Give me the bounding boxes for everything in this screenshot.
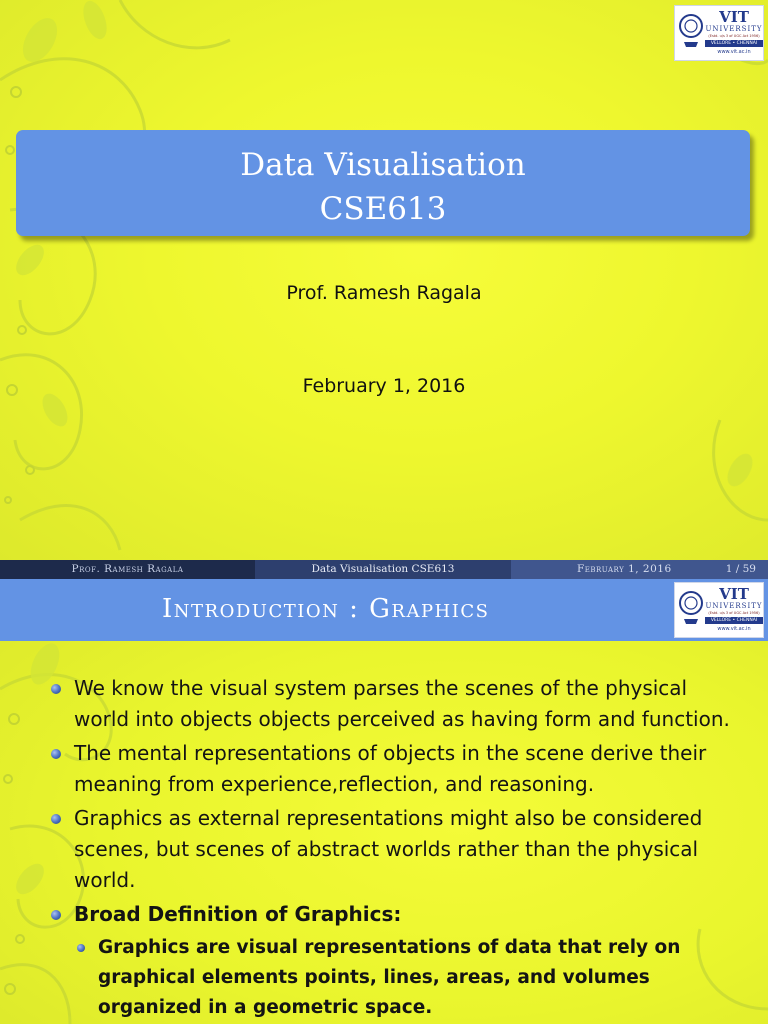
footer-title-text: Data Visualisation: [311, 563, 409, 575]
vit-logo: [674, 5, 764, 61]
logo-brand: VIT: [719, 585, 749, 603]
presentation-title: Data Visualisation: [240, 147, 526, 183]
author: Prof. Ramesh Ragala: [286, 282, 482, 304]
sub-bullet-item: [48, 933, 748, 1023]
logo-campus: VELLORE • CHENNAI: [705, 40, 763, 47]
bullet-heading-text: Broad Definition of Graphics:: [74, 902, 402, 926]
vit-logo: [674, 582, 764, 638]
bullet-ball-icon: [51, 814, 61, 824]
vit-emblem-icon: [679, 589, 703, 625]
content-slide: [0, 579, 768, 1024]
logo-campus: VELLORE • CHENNAI: [705, 617, 763, 624]
logo-sub: UNIVERSITY: [705, 25, 763, 33]
bullet-list: [48, 673, 748, 1023]
sub-bullet-ball-icon: [77, 944, 85, 952]
footer-right: [511, 560, 768, 579]
footer-title: [255, 560, 511, 579]
frame-title-bar: [0, 579, 768, 641]
bullet-ball-icon: [51, 684, 61, 694]
slide-title: Introduction : Graphics: [162, 594, 490, 624]
bullet-text: The mental representations of objects in the scene derive their meaning from experience,reflection, and reasoning.: [74, 741, 707, 796]
title-box: [16, 130, 750, 236]
presentation-date: February 1, 2016: [302, 375, 466, 397]
bullet-text: We know the visual system parses the scenes of the physical world into objects objects perceived as having form and function.: [74, 676, 730, 731]
footer-page-number: 1 / 59: [725, 563, 756, 575]
logo-brand: VIT: [719, 8, 749, 26]
logo-url: www.vit.ac.in: [717, 626, 751, 632]
logo-sub: UNIVERSITY: [705, 602, 763, 610]
logo-url: www.vit.ac.in: [717, 49, 751, 55]
bullet-item: [48, 803, 748, 896]
bullet-ball-icon: [51, 749, 61, 759]
logo-tagline: (Estd. u/s 3 of UGC Act 1956): [708, 34, 760, 38]
logo-tagline: (Estd. u/s 3 of UGC Act 1956): [708, 611, 760, 615]
footer-course-code: CSE613: [411, 563, 455, 575]
bullet-heading: [48, 899, 748, 930]
bullet-item: [48, 738, 748, 800]
bullet-ball-icon: [51, 910, 61, 920]
footer-date: February 1, 2016: [577, 563, 672, 575]
bullet-text: Graphics as external representations might also be considered scenes, but scenes of abstract worlds rather than the physical world.: [74, 806, 703, 892]
vit-emblem-icon: [679, 12, 703, 48]
footer-author: Prof. Ramesh Ragala: [0, 560, 255, 579]
slide-footer: [0, 560, 768, 579]
bullet-item: [48, 673, 748, 735]
sub-bullet-text: Graphics are visual representations of data that rely on graphical elements points, lines, areas, and volumes organized in a geometric space.: [98, 937, 681, 1018]
course-code: CSE613: [319, 191, 447, 227]
